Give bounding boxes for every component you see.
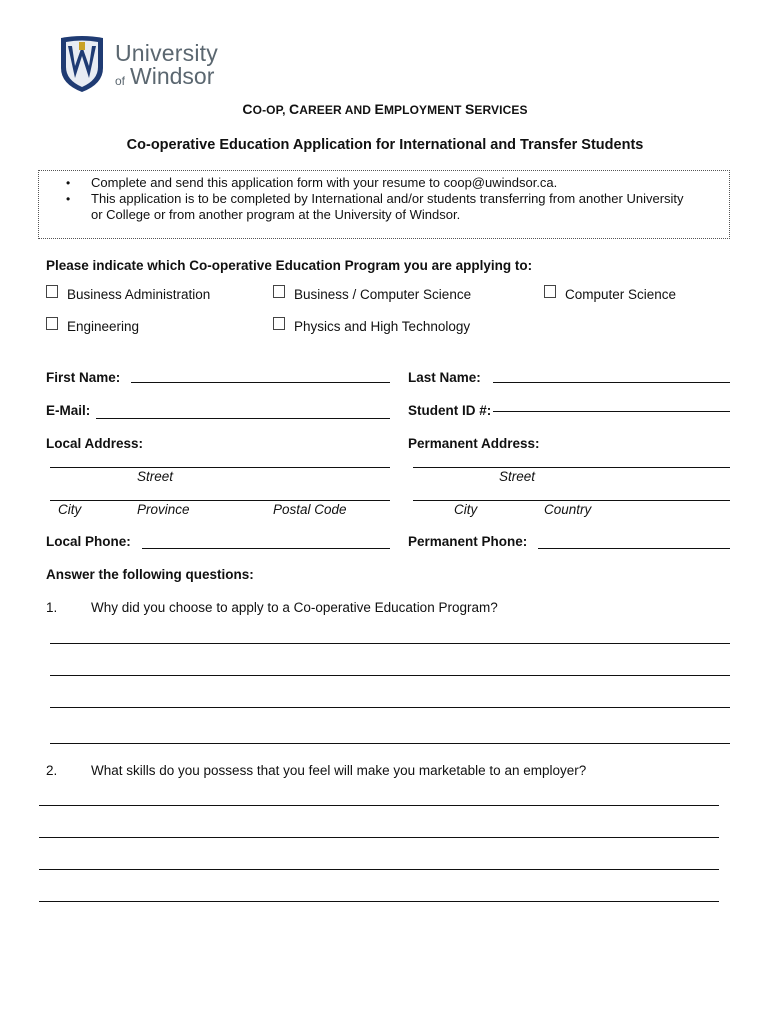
label-engineering: Engineering [67,319,140,334]
instruction-2: This application is to be completed by International and/or students transferring from another University [91,191,684,206]
answer-2-line-3[interactable] [39,869,719,870]
permanent-phone-label: Permanent Phone: [408,534,528,549]
permanent-city-country-field[interactable] [413,500,730,501]
permanent-street-caption: Street [499,469,536,484]
bullet-icon: • [66,176,71,190]
label-physics-high-technology: Physics and High Technology [294,319,471,334]
questions-heading: Answer the following questions: [46,567,254,582]
answer-1-line-4[interactable] [50,743,730,744]
student-id-label: Student ID #: [408,403,492,418]
program-prompt: Please indicate which Co-operative Education Program you are applying to: [46,258,533,273]
question-1-number: 1. [46,600,58,615]
instruction-1: Complete and send this application form with your resume to coop@uwindsor.ca. [91,175,558,190]
first-name-field[interactable] [131,382,390,383]
logo-text-university: University [115,40,218,66]
first-name-label: First Name: [46,370,121,385]
local-street-field[interactable] [50,467,390,468]
bullet-icon: • [66,192,71,206]
answer-1-line-1[interactable] [50,643,730,644]
last-name-field[interactable] [493,382,730,383]
checkbox-physics-high-technology[interactable] [273,317,285,330]
form-title: Co-operative Education Application for International and Transfer Students [126,137,644,153]
answer-2-line-1[interactable] [39,805,719,806]
local-phone-field[interactable] [142,548,390,549]
checkbox-business-computer-science[interactable] [273,285,285,298]
student-id-field[interactable] [493,411,730,412]
question-2-text: What skills do you possess that you feel will make you marketable to an employer? [91,763,587,778]
local-street-caption: Street [137,469,174,484]
answer-2-line-2[interactable] [39,837,719,838]
label-business-administration: Business Administration [67,287,211,302]
last-name-label: Last Name: [408,370,481,385]
local-city-caption: City [58,502,82,517]
checkbox-business-administration[interactable] [46,285,58,298]
logo-text-of: of [115,74,126,88]
question-1-text: Why did you choose to apply to a Co-operative Education Program? [91,600,498,615]
permanent-street-field[interactable] [413,467,730,468]
university-logo [58,34,218,94]
local-postal-code-caption: Postal Code [273,502,347,517]
local-province-caption: Province [137,502,190,517]
email-field[interactable] [96,418,390,419]
email-label: E-Mail: [46,403,91,418]
permanent-phone-field[interactable] [538,548,730,549]
permanent-address-label: Permanent Address: [408,436,540,451]
label-business-computer-science: Business / Computer Science [294,287,472,302]
permanent-city-caption: City [454,502,478,517]
local-city-province-field[interactable] [50,500,390,501]
label-computer-science: Computer Science [565,287,677,302]
checkbox-computer-science[interactable] [544,285,556,298]
question-2-number: 2. [46,763,58,778]
answer-1-line-3[interactable] [50,707,730,708]
department-name: CO-OP, CAREER AND EMPLOYMENT SERVICES [242,101,528,117]
local-address-label: Local Address: [46,436,144,451]
shield-icon [58,34,106,94]
instructions-box [38,170,730,239]
answer-1-line-2[interactable] [50,675,730,676]
permanent-country-caption: Country [544,502,592,517]
answer-2-line-4[interactable] [39,901,719,902]
checkbox-engineering[interactable] [46,317,58,330]
logo-text-windsor: Windsor [130,63,215,89]
local-phone-label: Local Phone: [46,534,131,549]
instruction-2-cont: or College or from another program at the University of Windsor. [91,207,461,222]
